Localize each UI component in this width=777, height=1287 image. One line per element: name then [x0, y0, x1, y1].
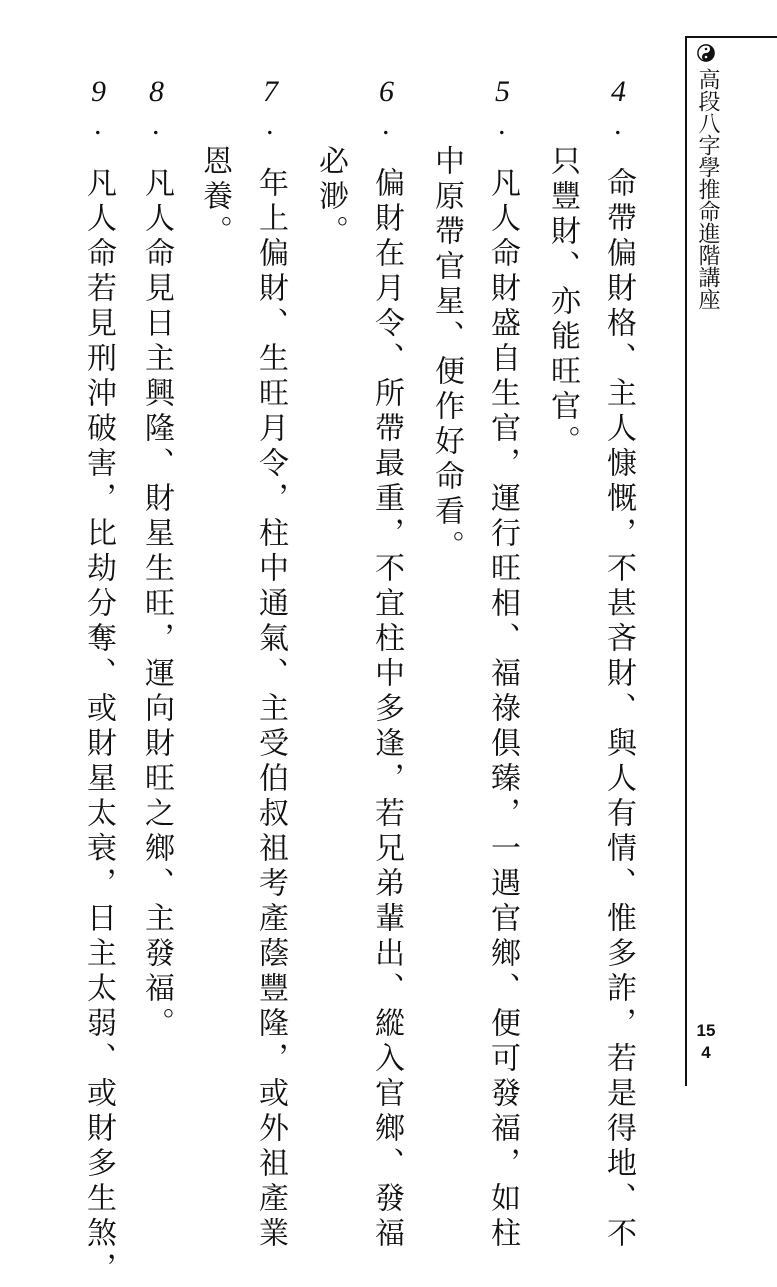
paragraph-7-line-1	[248, 75, 292, 1252]
column-text: 中原帶官星、便作好命看。	[429, 145, 464, 565]
paragraph-8-line-1	[134, 75, 178, 1095]
column-text: 必渺。	[313, 145, 348, 250]
column-text: 年上偏財、生旺月令，柱中通氣、主受伯叔祖考產蔭豐隆，或外祖產業	[253, 167, 288, 1252]
paragraph-6-line-2	[308, 145, 352, 1165]
item-number: 9.	[82, 75, 115, 141]
item-number: 6.	[370, 75, 403, 141]
paragraph-4-line-1	[596, 75, 640, 1252]
paragraph-5-line-1	[480, 75, 524, 1252]
yin-yang-icon	[697, 44, 715, 62]
column-text: 凡人命財盛自生官，運行旺相、福祿俱臻，一遇官鄉、便可發福，如柱	[485, 167, 520, 1252]
item-number: 7.	[254, 75, 287, 141]
column-text: 只豐財、亦能旺官。	[545, 145, 580, 460]
running-header-title: 高段八字學推命進階講座	[695, 68, 720, 310]
paragraph-6-line-1	[364, 75, 408, 1252]
item-number: 5.	[486, 75, 519, 141]
column-text: 偏財在月令、所帶最重，不宜柱中多逢，若兄弟輩出、縱入官鄉、發福	[369, 167, 404, 1252]
column-text: 凡人命若見刑沖破害，比劫分奪、或財星太衰，日主太弱、或財多生煞，	[81, 167, 116, 1287]
paragraph-9-line-1	[76, 75, 120, 1287]
column-text: 命帶偏財格、主人慷慨，不甚吝財、與人有情、惟多詐，若是得地、不	[601, 167, 636, 1252]
column-text: 凡人命見日主興隆、財星生旺，運向財旺之鄉、主發福。	[139, 167, 174, 1042]
item-number: 8.	[140, 75, 173, 141]
page-number: 154	[696, 1021, 716, 1062]
paragraph-4-line-2	[540, 145, 584, 1165]
column-text: 恩養。	[197, 145, 232, 250]
header-top-rule	[685, 36, 777, 38]
header-vertical-rule	[685, 36, 687, 1086]
paragraph-5-line-2	[424, 145, 468, 1165]
item-number: 4.	[602, 75, 635, 141]
paragraph-7-line-2	[192, 145, 236, 1165]
